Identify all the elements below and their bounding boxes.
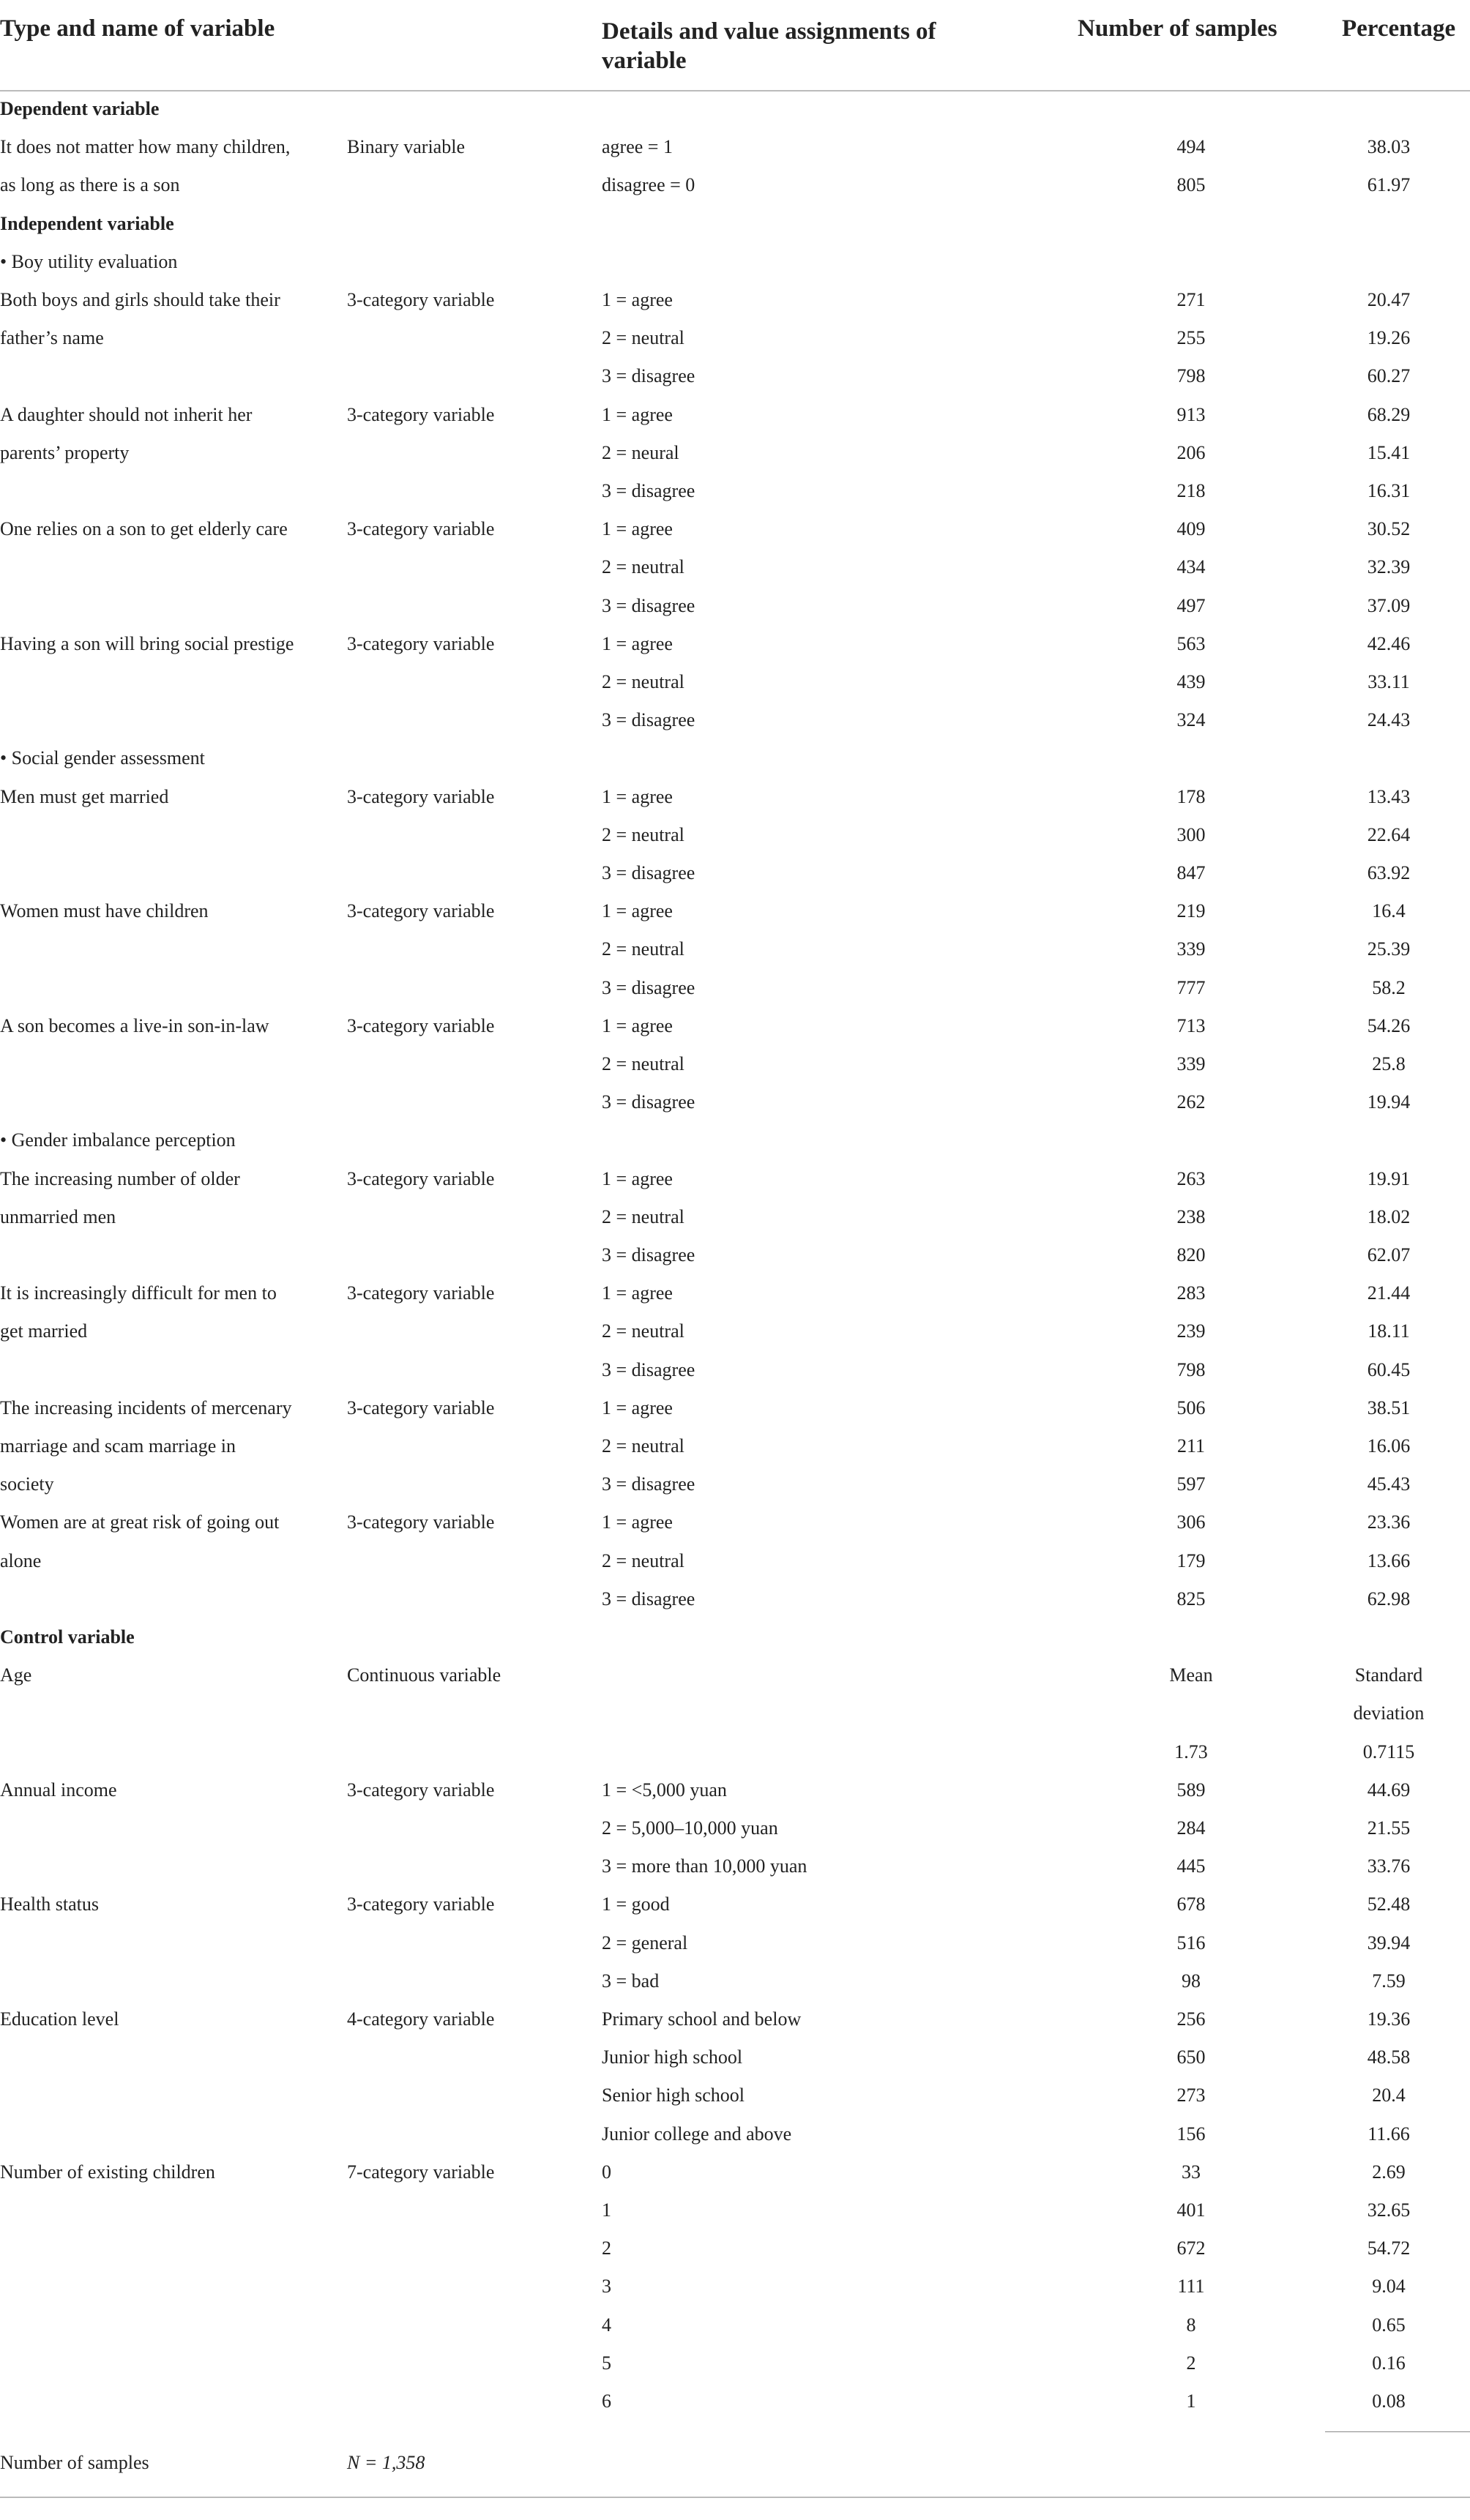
value-assignment: 1 = agree bbox=[602, 1282, 673, 1304]
percentage-value: 54.26 bbox=[1367, 1015, 1411, 1036]
value-assignment: 2 = neutral bbox=[602, 671, 684, 692]
percentage-value: 58.2 bbox=[1372, 977, 1406, 998]
percentage-value: 13.43 bbox=[1367, 786, 1411, 807]
sample-count: 506 bbox=[1176, 1397, 1206, 1418]
value-assignment: 3 bbox=[602, 2276, 611, 2297]
value-assignment: 2 = neutral bbox=[602, 824, 684, 845]
percentage-value: 21.55 bbox=[1367, 1817, 1411, 1839]
value-assignment: 1 = agree bbox=[602, 633, 673, 654]
percentage-value: 25.39 bbox=[1367, 938, 1411, 960]
sample-count: 179 bbox=[1176, 1550, 1206, 1571]
value-assignment: 1 = agree bbox=[602, 518, 673, 539]
sample-count: 33 bbox=[1182, 2161, 1201, 2183]
variable-type: 3-category variable bbox=[347, 289, 495, 310]
variable-name: parents’ property bbox=[0, 442, 130, 463]
value-assignment: 1 = agree bbox=[602, 786, 673, 807]
sample-count: 913 bbox=[1176, 404, 1206, 425]
sample-count: 563 bbox=[1176, 633, 1206, 654]
variable-type: 3-category variable bbox=[347, 404, 495, 425]
sample-count: 8 bbox=[1186, 2314, 1196, 2336]
value-assignment: 3 = disagree bbox=[602, 1588, 695, 1609]
percentage-value: 42.46 bbox=[1367, 633, 1411, 654]
percentage-value: 24.43 bbox=[1367, 709, 1411, 730]
percentage-value: 23.36 bbox=[1367, 1511, 1411, 1533]
variable-name: alone bbox=[0, 1550, 42, 1571]
variable-name: It is increasingly difficult for men to bbox=[0, 1282, 277, 1304]
variable-name: Health status bbox=[0, 1893, 100, 1915]
variable-name: Women are at great risk of going out bbox=[0, 1511, 280, 1533]
percentage-value: 0.7115 bbox=[1362, 1741, 1415, 1762]
value-assignment: Junior college and above bbox=[602, 2123, 792, 2145]
percentage-value: 44.69 bbox=[1367, 1779, 1411, 1801]
value-assignment: 2 = neutral bbox=[602, 556, 684, 577]
percentage-value: 19.26 bbox=[1367, 327, 1411, 348]
variable-name: • Boy utility evaluation bbox=[0, 251, 178, 272]
percentage-value: 60.27 bbox=[1367, 365, 1411, 386]
sample-count: 2 bbox=[1186, 2352, 1196, 2374]
variable-name: marriage and scam marriage in bbox=[0, 1435, 236, 1457]
percentage-value: 48.58 bbox=[1367, 2046, 1411, 2068]
sample-count: 713 bbox=[1176, 1015, 1206, 1036]
stdev-rule bbox=[1325, 2431, 1470, 2432]
value-assignment: 1 = good bbox=[602, 1893, 670, 1915]
sample-count: 672 bbox=[1176, 2237, 1206, 2259]
value-assignment: 1 = agree bbox=[602, 289, 673, 310]
variable-name: The increasing incidents of mercenary bbox=[0, 1397, 292, 1418]
value-assignment: 6 bbox=[602, 2390, 611, 2412]
value-assignment: 2 = neutral bbox=[602, 1053, 684, 1074]
value-assignment: 2 = neutral bbox=[602, 1206, 684, 1227]
sample-count: 238 bbox=[1176, 1206, 1206, 1227]
percentage-value: 68.29 bbox=[1367, 404, 1411, 425]
sample-count: 820 bbox=[1176, 1244, 1206, 1265]
variable-type: 3-category variable bbox=[347, 1282, 495, 1304]
value-assignment: 2 = neutral bbox=[602, 1435, 684, 1457]
value-assignment: Senior high school bbox=[602, 2085, 745, 2106]
variable-name: get married bbox=[0, 1320, 88, 1342]
percentage-value: 62.98 bbox=[1367, 1588, 1411, 1609]
sample-count: 798 bbox=[1176, 1359, 1206, 1380]
variable-name: • Social gender assessment bbox=[0, 747, 205, 769]
value-assignment: 3 = more than 10,000 yuan bbox=[602, 1855, 807, 1877]
value-assignment: agree = 1 bbox=[602, 136, 673, 157]
variable-name: Having a son will bring social prestige bbox=[0, 633, 294, 654]
sample-count: 211 bbox=[1176, 1435, 1206, 1457]
sample-count: 497 bbox=[1176, 595, 1206, 616]
header-percentage: Percentage bbox=[1342, 15, 1456, 42]
sample-count: 439 bbox=[1176, 671, 1206, 692]
percentage-value: 33.11 bbox=[1368, 671, 1410, 692]
variable-type: 3-category variable bbox=[347, 1779, 495, 1801]
variable-type: 3-category variable bbox=[347, 900, 495, 921]
value-assignment: 2 bbox=[602, 2237, 611, 2259]
percentage-value: 32.65 bbox=[1367, 2199, 1411, 2221]
percentage-value: deviation bbox=[1353, 1702, 1425, 1724]
sample-count: 798 bbox=[1176, 365, 1206, 386]
variable-type: 3-category variable bbox=[347, 1168, 495, 1189]
value-assignment: 0 bbox=[602, 2161, 611, 2183]
percentage-value: 18.02 bbox=[1367, 1206, 1411, 1227]
variable-name: A son becomes a live-in son-in-law bbox=[0, 1015, 269, 1036]
variable-name: unmarried men bbox=[0, 1206, 116, 1227]
variable-name: as long as there is a son bbox=[0, 174, 180, 195]
variable-type: 3-category variable bbox=[347, 1015, 495, 1036]
variable-name: • Gender imbalance perception bbox=[0, 1129, 236, 1151]
variable-type: Binary variable bbox=[347, 136, 465, 157]
sample-count: 401 bbox=[1176, 2199, 1206, 2221]
percentage-value: 37.09 bbox=[1367, 595, 1411, 616]
value-assignment: disagree = 0 bbox=[602, 174, 695, 195]
variable-name: A daughter should not inherit her bbox=[0, 404, 253, 425]
header-rule bbox=[0, 90, 1470, 91]
percentage-value: 25.8 bbox=[1372, 1053, 1406, 1074]
sample-count: 306 bbox=[1176, 1511, 1206, 1533]
percentage-value: 19.36 bbox=[1367, 2008, 1411, 2030]
sample-count: 1.73 bbox=[1174, 1741, 1208, 1762]
percentage-value: 20.4 bbox=[1372, 2085, 1406, 2106]
value-assignment: 3 = disagree bbox=[602, 480, 695, 501]
variable-name: father’s name bbox=[0, 327, 104, 348]
value-assignment: 1 = agree bbox=[602, 1015, 673, 1036]
percentage-value: 18.11 bbox=[1368, 1320, 1410, 1342]
sample-count: 409 bbox=[1176, 518, 1206, 539]
variable-type: 3-category variable bbox=[347, 518, 495, 539]
percentage-value: 19.91 bbox=[1367, 1168, 1411, 1189]
variable-name: Education level bbox=[0, 2008, 119, 2030]
value-assignment: 1 = agree bbox=[602, 1397, 673, 1418]
value-assignment: 3 = disagree bbox=[602, 862, 695, 883]
variable-type: 3-category variable bbox=[347, 1893, 495, 1915]
sample-count: 178 bbox=[1176, 786, 1206, 807]
sample-count: 805 bbox=[1176, 174, 1206, 195]
sample-count: 434 bbox=[1176, 556, 1206, 577]
value-assignment: 3 = disagree bbox=[602, 709, 695, 730]
percentage-value: 0.65 bbox=[1372, 2314, 1406, 2336]
value-assignment: 2 = neural bbox=[602, 442, 679, 463]
sample-count: 516 bbox=[1176, 1932, 1206, 1953]
sample-count: 256 bbox=[1176, 2008, 1206, 2030]
percentage-value: 13.66 bbox=[1367, 1550, 1411, 1571]
sample-count: 847 bbox=[1176, 862, 1206, 883]
variable-name: Age bbox=[0, 1664, 32, 1686]
percentage-value: 63.92 bbox=[1367, 862, 1411, 883]
section-heading: Independent variable bbox=[0, 213, 174, 234]
variable-type: 4-category variable bbox=[347, 2008, 495, 2030]
sample-count: 339 bbox=[1176, 938, 1206, 960]
variable-name: Annual income bbox=[0, 1779, 117, 1801]
sample-count: Mean bbox=[1169, 1664, 1213, 1686]
value-assignment: 1 = agree bbox=[602, 900, 673, 921]
value-assignment: 2 = 5,000–10,000 yuan bbox=[602, 1817, 778, 1839]
percentage-value: 39.94 bbox=[1367, 1932, 1411, 1953]
value-assignment: 3 = disagree bbox=[602, 365, 695, 386]
section-heading: Dependent variable bbox=[0, 98, 160, 119]
percentage-value: 0.16 bbox=[1372, 2352, 1406, 2374]
percentage-value: 33.76 bbox=[1367, 1855, 1411, 1877]
value-assignment: 3 = disagree bbox=[602, 1091, 695, 1113]
percentage-value: 20.47 bbox=[1367, 289, 1411, 310]
sample-count: 219 bbox=[1176, 900, 1206, 921]
sample-count: 494 bbox=[1176, 136, 1206, 157]
percentage-value: 45.43 bbox=[1367, 1473, 1411, 1495]
percentage-value: 62.07 bbox=[1367, 1244, 1411, 1265]
value-assignment: 3 = disagree bbox=[602, 1473, 695, 1495]
percentage-value: 32.39 bbox=[1367, 556, 1411, 577]
variable-name: society bbox=[0, 1473, 54, 1495]
percentage-value: 16.06 bbox=[1367, 1435, 1411, 1457]
percentage-value: 0.08 bbox=[1372, 2390, 1406, 2412]
value-assignment: 2 = neutral bbox=[602, 327, 684, 348]
footer-value: N = 1,358 bbox=[347, 2452, 425, 2473]
value-assignment: 3 = disagree bbox=[602, 595, 695, 616]
sample-count: 597 bbox=[1176, 1473, 1206, 1495]
variable-type: 3-category variable bbox=[347, 1511, 495, 1533]
value-assignment: 1 = <5,000 yuan bbox=[602, 1779, 727, 1801]
percentage-value: 30.52 bbox=[1367, 518, 1411, 539]
value-assignment: 2 = general bbox=[602, 1932, 688, 1953]
sample-count: 300 bbox=[1176, 824, 1206, 845]
value-assignment: 5 bbox=[602, 2352, 611, 2374]
value-assignment: 4 bbox=[602, 2314, 611, 2336]
percentage-value: 11.66 bbox=[1368, 2123, 1410, 2145]
percentage-value: 2.69 bbox=[1372, 2161, 1406, 2183]
sample-count: 239 bbox=[1176, 1320, 1206, 1342]
value-assignment: 1 = agree bbox=[602, 1168, 673, 1189]
percentage-value: 9.04 bbox=[1372, 2276, 1406, 2297]
variable-name: Women must have children bbox=[0, 900, 209, 921]
sample-count: 1 bbox=[1186, 2390, 1196, 2412]
percentage-value: 22.64 bbox=[1367, 824, 1411, 845]
footer-label: Number of samples bbox=[0, 2452, 149, 2473]
sample-count: 678 bbox=[1176, 1893, 1206, 1915]
sample-count: 589 bbox=[1176, 1779, 1206, 1801]
percentage-value: Standard bbox=[1354, 1664, 1423, 1686]
sample-count: 156 bbox=[1176, 2123, 1206, 2145]
sample-count: 263 bbox=[1176, 1168, 1206, 1189]
value-assignment: Primary school and below bbox=[602, 2008, 802, 2030]
percentage-value: 38.51 bbox=[1367, 1397, 1411, 1418]
percentage-value: 15.41 bbox=[1367, 442, 1411, 463]
variable-name: Number of existing children bbox=[0, 2161, 215, 2183]
value-assignment: 1 = agree bbox=[602, 1511, 673, 1533]
value-assignment: 3 = disagree bbox=[602, 1359, 695, 1380]
sample-count: 324 bbox=[1176, 709, 1206, 730]
percentage-value: 52.48 bbox=[1367, 1893, 1411, 1915]
sample-count: 262 bbox=[1176, 1091, 1206, 1113]
value-assignment: Junior high school bbox=[602, 2046, 743, 2068]
value-assignment: 3 = bad bbox=[602, 1970, 660, 1992]
percentage-value: 54.72 bbox=[1367, 2237, 1411, 2259]
variable-name: Both boys and girls should take their bbox=[0, 289, 280, 310]
sample-count: 98 bbox=[1182, 1970, 1201, 1992]
sample-count: 206 bbox=[1176, 442, 1206, 463]
variable-name: One relies on a son to get elderly care bbox=[0, 518, 288, 539]
value-assignment: 2 = neutral bbox=[602, 938, 684, 960]
sample-count: 339 bbox=[1176, 1053, 1206, 1074]
sample-count: 445 bbox=[1176, 1855, 1206, 1877]
percentage-value: 21.44 bbox=[1367, 1282, 1411, 1304]
percentage-value: 61.97 bbox=[1367, 174, 1411, 195]
header-details: Details and value assignments of variable bbox=[602, 18, 936, 74]
percentage-value: 60.45 bbox=[1367, 1359, 1411, 1380]
variable-type: 3-category variable bbox=[347, 633, 495, 654]
value-assignment: 2 = neutral bbox=[602, 1550, 684, 1571]
variable-type: 3-category variable bbox=[347, 1397, 495, 1418]
sample-count: 111 bbox=[1177, 2276, 1205, 2297]
section-heading: Control variable bbox=[0, 1626, 135, 1648]
sample-count: 218 bbox=[1176, 480, 1206, 501]
percentage-value: 7.59 bbox=[1372, 1970, 1406, 1992]
value-assignment: 1 bbox=[602, 2199, 611, 2221]
sample-count: 283 bbox=[1176, 1282, 1206, 1304]
sample-count: 271 bbox=[1176, 289, 1206, 310]
sample-count: 650 bbox=[1176, 2046, 1206, 2068]
sample-count: 284 bbox=[1176, 1817, 1206, 1839]
bottom-rule bbox=[0, 2497, 1470, 2498]
variable-type: 7-category variable bbox=[347, 2161, 495, 2183]
variable-name: Men must get married bbox=[0, 786, 169, 807]
value-assignment: 2 = neutral bbox=[602, 1320, 684, 1342]
header-type-name: Type and name of variable bbox=[0, 15, 275, 42]
sample-count: 255 bbox=[1176, 327, 1206, 348]
value-assignment: 3 = disagree bbox=[602, 1244, 695, 1265]
value-assignment: 1 = agree bbox=[602, 404, 673, 425]
header-samples: Number of samples bbox=[1078, 15, 1277, 42]
sample-count: 777 bbox=[1176, 977, 1206, 998]
variable-type: 3-category variable bbox=[347, 786, 495, 807]
variable-type: Continuous variable bbox=[347, 1664, 501, 1686]
variable-name: The increasing number of older bbox=[0, 1168, 240, 1189]
variable-name: It does not matter how many children, bbox=[0, 136, 291, 157]
percentage-value: 16.4 bbox=[1372, 900, 1406, 921]
percentage-value: 19.94 bbox=[1367, 1091, 1411, 1113]
percentage-value: 38.03 bbox=[1367, 136, 1411, 157]
sample-count: 825 bbox=[1176, 1588, 1206, 1609]
percentage-value: 16.31 bbox=[1367, 480, 1411, 501]
value-assignment: 3 = disagree bbox=[602, 977, 695, 998]
sample-count: 273 bbox=[1176, 2085, 1206, 2106]
